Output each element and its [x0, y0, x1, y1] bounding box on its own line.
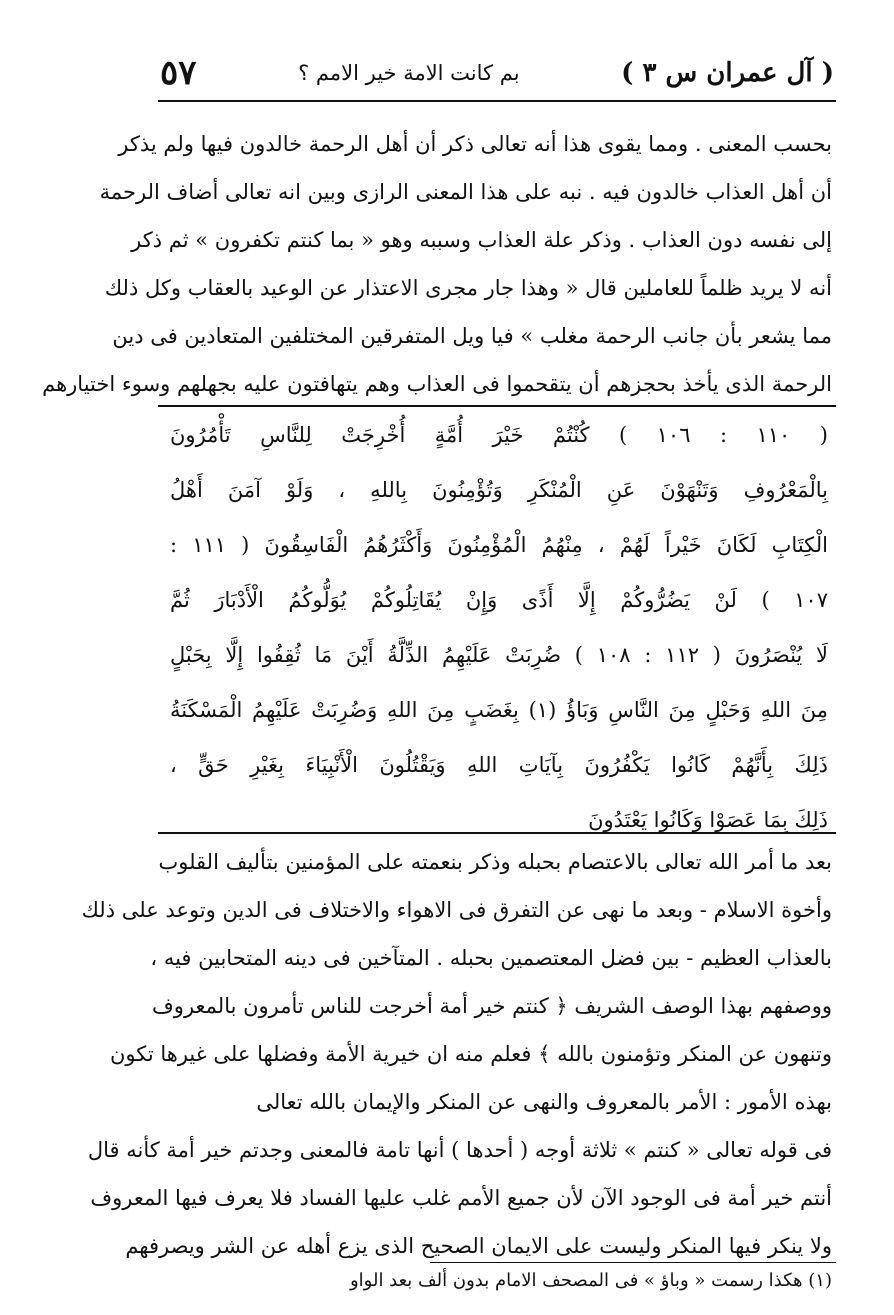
quran-text — [170, 408, 828, 848]
verse-line: لَا يُنْصَرُونَ ( ١١٢ : ١٠٨ ) ضُرِبَتْ عَلَيْهِمُ الذِّلَّةُ أَيْنَ مَا ثُقِفُوا إِلَّا بِحَبْلٍ — [170, 643, 828, 667]
text-line: ووصفهم بهذا الوصف الشريف ﴿ كنتم خير أمة أخرجت للناس تأمرون بالمعروف — [152, 994, 832, 1018]
page-header — [160, 52, 834, 94]
verse-line: ذَلِكَ بِأَنَّهُمْ كَانُوا يَكْفُرُونَ بِآيَاتِ اللهِ وَيَقْتُلُونَ الْأَنْبِيَاءَ بِغَيْرِ حَقٍّ ، — [170, 753, 828, 777]
header-rule — [158, 100, 836, 102]
text-line: بهذه الأمور : الأمر بالمعروف والنهى عن المنكر والإيمان بالله تعالى — [256, 1090, 832, 1114]
text-line: بالعذاب العظيم - بين فضل المعتصمين بحبله . المتآخين فى دينه المتحابين فيه ، — [150, 946, 832, 970]
tafsir-bottom — [81, 838, 832, 1270]
footnote: (١) هكذا رسمت « وباؤ » فى المصحف الامام بدون ألف بعد الواو — [349, 1270, 832, 1291]
text-line: وتنهون عن المنكر وتؤمنون بالله ﴾ فعلم منه ان خيرية الأمة وفضلها على غيرها تكون — [109, 1042, 832, 1066]
text-line: إلى نفسه دون العذاب . وذكر علة العذاب وسببه وهو « بما كنتم تكفرون » ثم ذكر — [131, 228, 832, 252]
verse-line: ١٠٧ ) لَنْ يَضُرُّوكُمْ إِلَّا أَذًى وَإِنْ يُقَاتِلُوكُمْ يُوَلُّوكُمُ الْأَدْبَارَ ثُمَّ — [170, 588, 828, 612]
text-line: بحسب المعنى . ومما يقوى هذا أنه تعالى ذكر أن أهل الرحمة خالدون فيها ولم يذكر — [118, 132, 832, 156]
section-rule — [158, 405, 836, 407]
text-line: مما يشعر بأن جانب الرحمة مغلب » فيا ويل المتفرقين المختلفين المتعادين فى دين — [112, 324, 832, 348]
page-number: ٥٧ — [160, 53, 197, 93]
verse-line: ذَلِكَ بِمَا عَصَوْا وَكَانُوا يَعْتَدُونَ — [588, 808, 828, 832]
verse-line: بِالْمَعْرُوفِ وَتَنْهَوْنَ عَنِ الْمُنْكَرِ وَتُؤْمِنُونَ بِاللهِ ، وَلَوْ آمَنَ أَهْلُ — [170, 478, 828, 502]
running-title: بم كانت الامة خير الامم ؟ — [298, 61, 520, 85]
text-line: أنه لا يريد ظلماً للعاملين قال « وهذا جار مجرى الاعتذار عن الوعيد بالعقاب وكل ذلك — [104, 276, 832, 300]
text-line: فى قوله تعالى « كنتم » ثلاثة أوجه ( أحدها ) أنها تامة فالمعنى وجدتم خير أمة كأنه قال — [87, 1138, 832, 1162]
text-line: ولا ينكر فيها المنكر وليست على الايمان الصحيح الذى يزع أهله عن الشر ويصرفهم — [125, 1234, 832, 1258]
section-rule — [158, 832, 836, 834]
text-line: أن أهل العذاب خالدون فيه . نبه على هذا المعنى الرازى وبين انه تعالى أضاف الرحمة — [99, 180, 832, 204]
verse-line: مِنَ اللهِ وَحَبْلٍ مِنَ النَّاسِ وَبَاؤُ (١) بِغَضَبٍ مِنَ اللهِ وَضُرِبَتْ عَلَيْهِمُ الْمَسْكَنَةُ — [170, 698, 828, 722]
tafsir-top — [42, 120, 832, 408]
text-line: وأخوة الاسلام - وبعد ما نهى عن التفرق فى الاهواء والاختلاف فى الدين وتوعد على ذلك — [81, 898, 832, 922]
verse-line: ( ١١٠ : ١٠٦ ) كُنْتُمْ خَيْرَ أُمَّةٍ أُخْرِجَتْ لِلنَّاسِ تَأْمُرُونَ — [170, 423, 828, 447]
surah-label: ( آل عمران س ٣ ) — [621, 58, 834, 88]
text-line: بعد ما أمر الله تعالى بالاعتصام بحبله وذكر بنعمته على المؤمنين بتأليف القلوب — [158, 850, 832, 874]
text-line: الرحمة الذى يأخذ بحجزهم أن يتقحموا فى العذاب وهم يتهافتون عليه بجهلهم وسوء اختيارهم — [42, 372, 832, 396]
verse-line: الْكِتَابِ لَكَانَ خَيْراً لَهُمْ ، مِنْهُمُ الْمُؤْمِنُونَ وَأَكْثَرُهُمُ الْفَاسِقُونَ ( ١١١ : — [170, 533, 828, 557]
text-line: أنتم خير أمة فى الوجود الآن لأن جميع الأمم غلب عليها الفساد فلا يعرف فيها المعروف — [90, 1186, 832, 1210]
